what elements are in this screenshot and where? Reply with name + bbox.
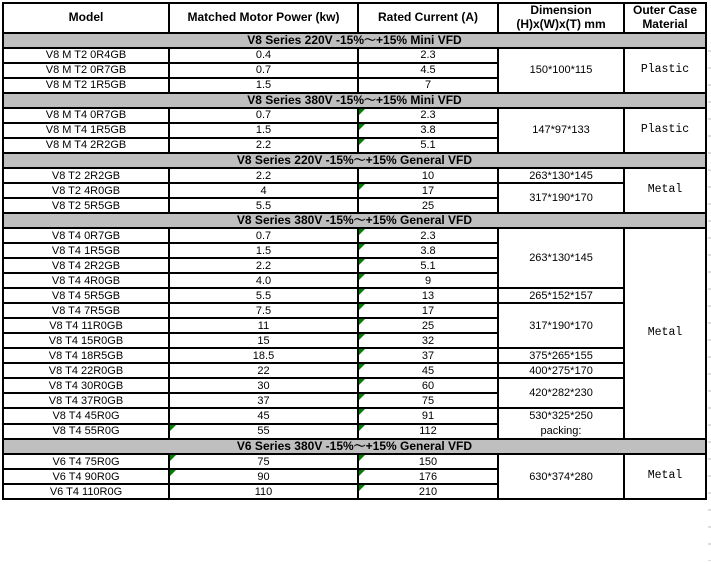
model-cell[interactable]: V8 T2 5R5GB [3,198,169,213]
section-header-row [3,153,706,168]
power-cell[interactable] [169,78,358,93]
comment-marker-icon [359,139,365,145]
dimension-header-line2: (H)x(W)x(T) mm [516,16,606,31]
power-value: 2.2 [255,169,272,182]
section-header-row [3,213,706,228]
power-cell[interactable] [169,484,358,499]
power-value: 7.5 [255,304,272,317]
current-cell[interactable] [358,258,498,273]
current-cell[interactable] [358,333,498,348]
model-cell[interactable]: V8 T4 0R7GB [3,228,169,243]
power-cell[interactable] [169,243,358,258]
comment-marker-icon [359,274,365,280]
power-cell[interactable] [169,48,358,63]
power-value: 0.7 [255,64,272,77]
comment-marker-icon [359,470,365,476]
power-value: 2.2 [255,259,272,272]
material-cell[interactable]: Metal [624,168,706,213]
col-header-model[interactable]: Model [3,3,169,33]
power-value: 45 [257,409,270,422]
dimension-cell[interactable]: 375*265*155 [498,348,624,363]
model-cell[interactable]: V8 T2 4R0GB [3,183,169,198]
power-cell[interactable] [169,333,358,348]
model-cell[interactable]: V8 T4 45R0G [3,408,169,423]
comment-marker-icon [359,485,365,491]
table-row [3,348,706,363]
col-header-outer-case[interactable] [624,3,706,33]
dimension-value: 530*325*250 [529,410,593,423]
current-cell[interactable] [358,78,498,93]
model-cell[interactable]: V8 T4 30R0GB [3,378,169,393]
current-value: 17 [421,184,435,197]
outer-header-line1: Outer Case [632,3,698,17]
comment-marker-icon [359,409,365,415]
packing-label: packing: [540,424,582,437]
power-value: 30 [257,379,270,392]
model-cell[interactable]: V8 T4 5R5GB [3,288,169,303]
comment-marker-icon [359,394,365,400]
model-cell[interactable]: V8 M T4 1R5GB [3,123,169,138]
model-cell[interactable]: V8 T2 2R2GB [3,168,169,183]
current-value: 5.1 [420,259,436,272]
material-cell[interactable]: Metal [624,454,706,499]
table-row [3,183,706,198]
model-cell[interactable]: V8 M T4 2R2GB [3,138,169,153]
current-value: 91 [421,409,435,422]
comment-marker-icon [359,229,365,235]
current-cell[interactable] [358,228,498,243]
power-value: 1.5 [255,124,272,137]
model-cell[interactable]: V8 T4 1R5GB [3,243,169,258]
power-value: 15 [257,334,270,347]
comment-marker-icon [170,455,176,461]
model-cell[interactable]: V8 T4 22R0GB [3,363,169,378]
current-value: 2.3 [420,49,436,62]
current-value: 210 [418,485,438,498]
power-cell[interactable] [169,123,358,138]
table-row [3,168,706,183]
power-value: 18.5 [252,349,275,362]
current-cell[interactable] [358,424,498,439]
power-cell[interactable] [169,183,358,198]
current-value: 25 [421,319,435,332]
current-value: 17 [421,304,435,317]
comment-marker-icon [359,455,365,461]
section-header-row [3,439,706,454]
power-cell[interactable] [169,393,358,408]
section-header-row [3,33,706,48]
current-cell[interactable] [358,273,498,288]
power-cell[interactable] [169,469,358,484]
current-cell[interactable] [358,348,498,363]
table-row [3,288,706,303]
current-cell[interactable] [358,393,498,408]
dimension-cell[interactable]: 400*275*170 [498,363,624,378]
comment-marker-icon [359,109,365,115]
comment-marker-icon [359,319,365,325]
power-value: 5.5 [255,199,272,212]
model-cell[interactable]: V8 T4 55R0G [3,424,169,439]
current-value: 75 [421,394,435,407]
power-value: 22 [257,364,270,377]
material-cell[interactable]: Plastic [624,108,706,153]
model-cell[interactable]: V8 T4 2R2GB [3,258,169,273]
power-cell[interactable] [169,108,358,123]
comment-marker-icon [359,334,365,340]
dimension-cell[interactable]: 147*97*133 [498,108,624,153]
current-value: 25 [421,199,435,212]
model-cell[interactable]: V8 T4 15R0GB [3,333,169,348]
power-cell[interactable] [169,363,358,378]
power-value: 110 [254,485,273,498]
current-value: 10 [421,169,435,182]
power-value: 90 [257,470,270,483]
model-cell[interactable]: V8 M T2 0R7GB [3,63,169,78]
power-value: 37 [257,394,270,407]
current-value: 176 [418,470,438,483]
current-value: 32 [421,334,435,347]
current-value: 7 [424,79,432,92]
current-cell[interactable] [358,243,498,258]
current-cell[interactable] [358,454,498,469]
dimension-cell[interactable]: 630*374*280 [498,454,624,499]
power-value: 75 [257,455,270,468]
dimension-cell[interactable] [498,408,624,439]
power-cell[interactable] [169,288,358,303]
power-value: 0.7 [255,229,272,242]
power-cell[interactable] [169,348,358,363]
power-cell[interactable] [169,454,358,469]
current-cell[interactable] [358,288,498,303]
comment-marker-icon [359,364,365,370]
current-cell[interactable] [358,183,498,198]
section-banner[interactable]: V6 Series 380V -15%～+15% General VFD [3,439,706,454]
power-cell[interactable] [169,408,358,423]
model-cell[interactable]: V6 T4 110R0G [3,484,169,499]
power-value: 1.5 [255,79,272,92]
dimension-header-line1: Dimension [530,3,592,17]
current-value: 13 [421,289,435,302]
power-cell[interactable] [169,138,358,153]
table-row [3,48,706,63]
current-cell[interactable] [358,138,498,153]
outer-header-line2: Material [642,16,688,31]
table-row [3,303,706,318]
model-cell[interactable]: V8 M T2 1R5GB [3,78,169,93]
model-cell[interactable]: V8 M T4 0R7GB [3,108,169,123]
dimension-cell[interactable]: 317*190*170 [498,303,624,348]
dimension-cell[interactable]: 420*282*230 [498,378,624,408]
current-value: 112 [419,425,437,438]
power-value: 55 [257,425,270,438]
power-cell[interactable] [169,424,358,439]
current-cell[interactable] [358,108,498,123]
model-cell[interactable]: V6 T4 75R0G [3,454,169,469]
power-cell[interactable] [169,303,358,318]
current-value: 9 [424,274,432,287]
current-cell[interactable] [358,484,498,499]
comment-marker-icon [359,124,365,130]
current-value: 2.3 [420,109,436,122]
table-row [3,108,706,123]
power-value: 4 [260,184,267,197]
model-cell[interactable]: V8 T4 4R0GB [3,273,169,288]
model-cell[interactable]: V8 T4 18R5GB [3,348,169,363]
power-cell[interactable] [169,228,358,243]
table-row [3,378,706,393]
dimension-cell[interactable]: 265*152*157 [498,288,624,303]
comment-marker-icon [359,425,365,431]
current-value: 60 [421,379,435,392]
material-cell[interactable]: Metal [624,228,706,439]
section-banner[interactable]: V8 Series 380V -15%～+15% General VFD [3,213,706,228]
current-cell[interactable] [358,123,498,138]
comment-marker-icon [359,244,365,250]
current-cell[interactable] [358,168,498,183]
model-cell[interactable]: V8 T4 7R5GB [3,303,169,318]
model-cell[interactable]: V8 M T2 0R4GB [3,48,169,63]
dimension-cell[interactable]: 150*100*115 [498,48,624,93]
comment-marker-icon [359,259,365,265]
table-row [3,228,706,243]
comment-marker-icon [359,289,365,295]
power-cell[interactable] [169,63,358,78]
current-cell[interactable] [358,469,498,484]
table-row [3,408,706,423]
power-cell[interactable] [169,378,358,393]
col-header-power[interactable]: Matched Motor Power (kw) [169,3,358,33]
table-row [3,363,706,378]
model-cell[interactable]: V8 T4 11R0GB [3,318,169,333]
power-cell[interactable] [169,318,358,333]
power-value: 5.5 [255,289,272,302]
power-cell[interactable] [169,273,358,288]
current-value: 45 [421,364,435,377]
vfd-spec-table-sheet [2,2,707,500]
current-cell[interactable] [358,408,498,423]
power-value: 4.0 [255,274,272,287]
current-value: 5.1 [420,139,436,152]
col-header-dimension[interactable] [498,3,624,33]
section-banner[interactable]: V8 Series 220V -15%～+15% Mini VFD [3,33,706,48]
dimension-cell[interactable]: 263*130*145 [498,168,624,183]
dimension-cell[interactable]: 317*190*170 [498,183,624,213]
col-header-current[interactable]: Rated Current (A) [358,3,498,33]
comment-marker-icon [359,304,365,310]
current-value: 2.3 [420,229,436,242]
current-cell[interactable] [358,318,498,333]
power-value: 0.7 [255,109,272,122]
power-cell[interactable] [169,168,358,183]
power-value: 0.4 [255,49,272,62]
current-cell[interactable] [358,48,498,63]
model-cell[interactable]: V8 T4 37R0GB [3,393,169,408]
comment-marker-icon [359,379,365,385]
current-value: 4.5 [420,64,436,77]
vfd-spec-table [2,2,707,500]
comment-marker-icon [359,184,365,190]
comment-marker-icon [359,349,365,355]
comment-marker-icon [170,425,176,431]
current-cell[interactable] [358,198,498,213]
power-cell[interactable] [169,198,358,213]
power-value: 1.5 [255,244,272,257]
power-value: 2.2 [255,139,272,152]
current-value: 37 [421,349,435,362]
section-header-row [3,93,706,108]
table-row [3,454,706,469]
comment-marker-icon [170,470,176,476]
current-cell[interactable] [358,378,498,393]
column-header-row [3,3,706,33]
section-banner[interactable]: V8 Series 380V -15%～+15% Mini VFD [3,93,706,108]
model-cell[interactable]: V6 T4 90R0G [3,469,169,484]
section-banner[interactable]: V8 Series 220V -15%～+15% General VFD [3,153,706,168]
dimension-cell[interactable]: 263*130*145 [498,228,624,288]
current-value: 3.8 [420,244,436,257]
power-cell[interactable] [169,258,358,273]
current-cell[interactable] [358,303,498,318]
current-value: 150 [418,455,438,468]
current-value: 3.8 [420,124,436,137]
material-cell[interactable]: Plastic [624,48,706,93]
current-cell[interactable] [358,63,498,78]
power-value: 11 [257,319,270,332]
current-cell[interactable] [358,363,498,378]
